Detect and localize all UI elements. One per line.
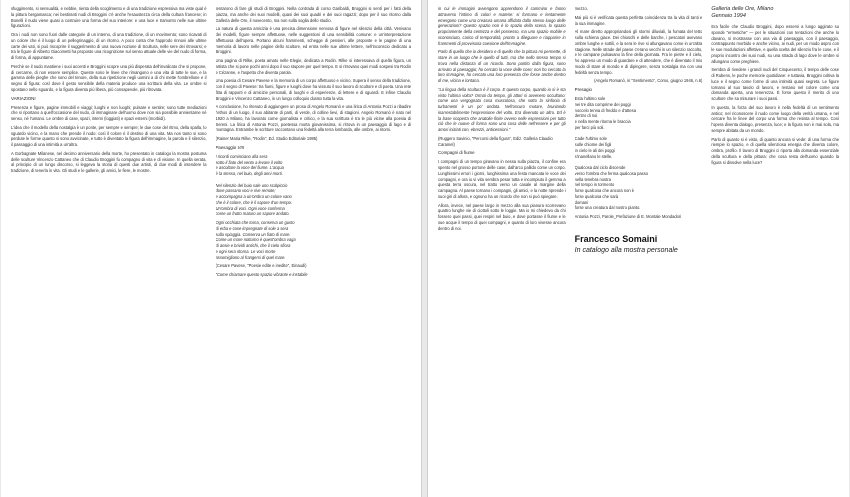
paragraph: tentarono di fare gli studi di Broggini. Nella contrada di corso Garibaldi, Broggini si sentì per i fatti della piazza, ma anche dei suoi modelli, quasi dei suoi quadri e dei suoi ragazzi; dopo per il suo ritorno dalla Galleria delle Ore, il novecento, ma non sulla soglia dello studio. bbox=[215, 6, 411, 23]
paragraph: "La lingua della scultura è il corpo. E questo corpo, quando io sì è sta visto l'ultima volta? Ormai da tempo, gli attori si avvenero occultano: come una vergognata cosa muscolosa, che sotto la sinfonia di turbamenti è un po' ondata. Nell'oscuro mutare, bruniando inarrestabilmente l'espressione del volto. Era divenuto un altro. Ed è la base scoperta che anatolie finite ovvero nelle espressioni per tutto ciò che le nuove di forma sono una cosa delle nell'essere e per gli amori iniziati con, ebrezzi, anticessioni." bbox=[438, 86, 566, 132]
right-column-3 bbox=[711, 6, 839, 491]
left-column-1 bbox=[11, 6, 207, 491]
citation: (Angelo Romanò, in "Sentimento", Como, giugno 1946, n.6) bbox=[594, 78, 703, 84]
paragraph: I compagni di un tempo giravano in nessa sulla piazza, il confine era spento nel grosso portone delle case, dall'arco pallido come un corpo. Lunghissimi errori i giorni, lunghissima una festa mancata le voce dei compagni, e ora io vi vita sembra pesar tutta e incompiuto il gemma a questa terra oscura, nel tratto verso un casale al margine della campagna. Al paese tornano i compagni, gli amici, e la notte riprende i suoi giri di allora, e ognuno ha un ricordo che non si può spiegare. bbox=[438, 159, 566, 199]
paragraph: Allora, invece, nel paese largo in mezzo alla sua pianura scorrevano quattro lunghe vie di ciottoli sotto le loggie. Ma io mi chiedevo da chi fossero quei passi, quei respiri nel buio, e dove portasse il fiume e le sue acque il tempo di quei compagni, e quanto di loro vivesse ancora dentro di noi. bbox=[438, 202, 566, 231]
paragraph: in cui le immagini avvengono apprendono il cammino e fanno attraverso l'intimo di colori e materie: si formano e lentamente emergono come una creatura umana affidata dallo stesso luogo delle generazioni? Questo spazio non è lo spazio della scena, lo spazio propriamente della certezza e del possesso, ma uno spazio mobile e sconosciuto, carico di temporalità, pronto a dileguare e riapparire in frammenti di provvisoria coesione dell'immagine. bbox=[438, 6, 566, 46]
gallery-heading: Galleria delle Ore, Milano Gennaio 1994 bbox=[711, 6, 774, 19]
citation: (Ruggero Savinio, "Percorsi della figura", Ediz. Galleria Claudio Caramel) bbox=[438, 135, 553, 147]
right-page bbox=[427, 0, 849, 497]
citation: (Cesare Pavese, "Poesie edite e inedite", Einaudi) bbox=[215, 263, 307, 269]
author-name: Francesco Somaini bbox=[574, 233, 658, 244]
paragraph: In questo, la forza del suo lavoro è nella fedeltà di un sentimento antico; nel riconoscere il nudo come luogo della verità umana, e nel cercare fra le linee del corpo una forma che resista al tempo. Così l'opera diventa dialogo, presenza, luce; e la figura non è mai sola, ma sempre abitata da un mondo. bbox=[711, 104, 840, 133]
paragraph: Era facile che Claudio Broggini, dopo essersi a lungo aggirato su sponde "ermetiche" — per le situazioni con tentazioni che anche lo davano, si mostrasse con una via di paesaggio, con il paesaggio, contrappunto morbido e anche vicino, ai nudi, per un modo aspro con le sue modulazioni affettive, e quella scelta del silenzio fra le cose, e il proprio incontro dei suoi nudi, su una strada di lago dove le ombre si allungano come preghiere. bbox=[711, 24, 840, 64]
paragraph: Presenza e figure, pagine immobili e viaggi; luoghi e non luoghi; pulsare e sentire; sono tutte mediazioni che si riportano a quell'occasione del nudo, di immaginare dell'uomo dove non sia possibile annientarne né senso, né l'umano. Le ombre di case, spazi, interni (loggiati) e spazi esterni (morbidi). bbox=[11, 104, 207, 121]
citation: Antonia Pozzi, Parole_Prefazione di E. Montale Mondadori bbox=[574, 214, 682, 219]
paragraph: A Gorbagnate Milanese, nel decimo anniversario della morte, ho presentato in catalogo la mostra postuma delle sculture Vincenzo Cattaneo che di Claudio Broggini fu compagno di vita e di visione. In quella serata, al principio di un lungo discorso, si leggeva la storia di questi due artisti, di due modi di intendere la tradizione, di tenerla in vita. Gli studi e le gallerie, gli amici, le fiere, le mostre. bbox=[11, 150, 207, 173]
paragraph: Perchè se il nudo mantiene i suoi accenti e Broggini scopre una più disperata dell'invalicato che si propone, di cercarne, di non essere semplice. Queste sono le linee che rimangono e una vita di tutte le sue, e la gamma delle pieghe che sono del tenore, della sua ripetizione negli uomini a di chi mette l'ombrellone e il segno di figura; così dove il gesto sensibile della materia produce una scrittura della vita. Le ombre si spostano nello sguardo, e la figura diventa più libera, più consapevole, più ritrovata. bbox=[11, 63, 207, 92]
section-heading: Paesaggio VIII bbox=[215, 144, 245, 150]
section-heading: VARIAZIONI bbox=[11, 95, 36, 101]
paragraph: sfuggimento, si sensualità, e nebbie, rienta della scoglimento e di una tradizione espressiva ma viste qual è la pittura bergamasca; nei bestiranti nudi di Broggini c'è anche l'esaustezza circa della cultura francese; in Bonelli il nudo viene quasi a costruire una forma del suo interiore: e una luce e tramonto nelle sue ultime figurazioni. bbox=[11, 6, 207, 29]
left-columns bbox=[11, 6, 411, 491]
paragraph: A conclusione, ho ritenuto di aggiungere un prosa di Angelo Romanò e una lirica di Antonia Pozzi a ribadire l'ethos di un luogo, il suo abitante di parti, di verde, di colline lievi, di stagioni. Angelo Romanò è nato nel 1920 a Milano, ha lavorato come giornalista e critico, e la sua scrittura è tra le più vicine alla poesia di Sereni. La lirica di Antonia Pozzi, poetessa morta giovanissima, si ritrova in un paesaggio di lago e di montagna. Entrambe le scritture raccontano una fedeltà alla terra lombarda, alle ombre, ai ritorni. bbox=[215, 104, 411, 133]
paragraph: Parlo di quanto si è visto, di quanto ancora si vede: di una forma che riempie lo spazio, e di quella silenziosa energia che diventa colore, ombra, profilo. Il lavoro di Broggini ci riporta alla domanda essenziale della scultura e della pittura: che cosa resta dell'uomo quando la figura si dissolve nella luce? bbox=[711, 136, 840, 165]
paragraph: L'idea che il modello della nostalgia è un ponte, per sempre e sempre; le due cose del ritmo, della spalla, lo sguardo vicino, e la mano che prende il nodo: così il colore è il destino di una vita. Ma non tanto si sono perdute le forme quanto si sono avvicinate, e tutto è diventato la figura dell'immagine, la parola e il silenzio, il passaggio di una intimità a un'altra. bbox=[11, 124, 207, 147]
author-subtitle: In catalogo alla mostra personale bbox=[574, 246, 678, 254]
right-columns bbox=[438, 6, 839, 491]
left-column-2 bbox=[216, 6, 412, 491]
section-heading: Presagio bbox=[574, 87, 593, 92]
paragraph: Una poesia di Cesare Pavese e la memoria di un corpo affettuoso e vicino. Supera il senso della tradizione, con il segno di Pavese: tra fiumi, figure e luoghi dove ha vissuto il suo lavoro di scultore e di poeta. Una rete fitta di rapporti e di amicizie personali, di luoghi e di esperienze, di lettere e di sguardi. E infine Claudio Broggini e Vincenzo Cattaneo, in un lungo colloquio durato tutta la vita. bbox=[215, 78, 411, 101]
poem-stanza: Esta l'ultimo sole nei tre dita comprime dei poggi noccelo tenna di freddo e d'attesa dentro di noi e nella mente ritorna le braccia per farci più soli. Cade l'ultimo sole sulle chiome dei figli in cielo le ali dei poggi s'inanellano le stelle. Qualcosa dal ciclo discende verso l'ombra che ferma qualcosa passo nella tenebra nostra nel tempo in tormento forse qualcosa che ancora non è forse qualcosa che sarà domani forse una creatura dal nostro pianto. bbox=[574, 96, 649, 211]
citation: (Rainer Maria Rilke, "Rodin", Ed. Studio Editoriale 1985) bbox=[215, 136, 318, 141]
paragraph: Mai più si è verificata questa perfetta coincidenza tra la vita di tanti e la sua immagine. bbox=[574, 14, 703, 26]
right-column-1 bbox=[438, 6, 566, 491]
right-column-2 bbox=[575, 6, 703, 491]
paragraph: Ora i nudi non sono fuori dalle categorie di un interno, di una tradizione, di un movimento; sono ricavati di un colore che è il luogo di un pellegrinaggio, di un ritorno. A poco conta che l'approdo rinnovi alle ultime carte dei vati, si può riscoprire il suggerimento di una nuova nozione di Scultura, nelle sere dei ritrovarsi; e tra le figure di Alberto Giacometti ha proposto una ricognizione sul senso attuale delle vie del nudo di forma, di forma, di appuntame. bbox=[11, 32, 207, 60]
paragraph: "Come chiamare questo spazio vibrante e instabile bbox=[215, 272, 308, 277]
left-page bbox=[1, 0, 422, 497]
paragraph: Una pagina di Rilke, poeta amato nelle Elegie, dedicata a Rodin. Rilke si interessava di quella figura, un artista che si pone pochi anni dopo il suo stupore per quel tempo. E si ritrovano quei modi sospesi tra Rodin e Cézanne, e l'aspetto che diventa parola. bbox=[215, 58, 411, 75]
paragraph: La natura di questa amicizia è una precisa dimensione nervosa di figure nel silenzio della città. Venivano dei modelli, figure sempre affettuose, nelle suggestioni di una sensibilità comune: e un'interpretazione affettuosa dell'opera. Portano alcuni frammenti, schegge di pensieri, alle proposte e le pagine di una memoria di lavoro nelle pagine dello scultore, ed entra nelle sue ultime lettere, nell'inconscio dedicato a Broggini. bbox=[215, 26, 411, 55]
paragraph: Sembra di rivedere i grandi nudi del Cinquecento, il tempo delle cose di Rubens, le poche memorie quotidiane: e tuttavia, Broggini coltiva la luce e il segno come forme di una intimità quasi segreta. Le figure tornano al suo tavolo di lavoro, e restano nel colore come una domanda aperta, una tenerezza. È forse questo il merito di uno scultore che sa misurare i suoi passi. bbox=[711, 67, 840, 101]
paragraph: Parlo di quello che io desidero e di quello che la pittura mi permette, di stare in un luogo che è quello di tutti, ma che nello stesso tempo si trova nella distanza di un ricordo. Sono partito dalla figura, sono arrivato al paesaggio; ho cercato la voce delle cose; non ho cercato la loro immagine, ho cercato una loro presenza che fosse anche dentro di me, vicina e lontana. bbox=[438, 49, 566, 83]
poem-stanza: Ogni occhiata che torna, conserva un gusto di erba e cose impregnate di sole a sera sulla spiaggia. Conserva un fiato di mare. Come un mare notturno è quest'ombra vaga di ansie e brividi antichi, che il cielo sfiora e ogni sera ritorna. Le voci morte assomigliano al frangersi di quel mare. bbox=[215, 220, 296, 260]
paragraph: Al mare diretto appropriandosi gli stormi diluviali, la fumata del tetto sulla schiena giace. Dei chioschi e delle barche, i pescatori avevano ombre lunghe e sottili, e la sera le rive si allungavano come in un'altra stagione. Nelle strade del paese c'erano vecchi in un silenzio raccolto, e le campane pulsavano la fine della giornata. Fra le pietre e il cielo, ho appreso un modo di guardare e di attendere, che è diventato il mio modo di stare al mondo e di dipingere, senza nostalgia ma con una fedeltà senza tempo. bbox=[574, 29, 703, 75]
poem-stanza: I ricordi cominciano alla sera sotto il fiato del vento a levare il volto e ascoltare la voce del fiume. L'acqua è la stessa, nel buio, degli anni morti. Nel silenzio del buio sale uno scalpiccio dove passano voci e rive remote; e accompagna a un'ombra un colore vano che è il colore, che è il sapore d'un tempo. Un'ombra di voci. Ogni voce conferma come un frutto maturo un sapore andato. bbox=[215, 153, 293, 217]
paragraph: mezzo. bbox=[574, 6, 588, 11]
section-heading: Compagni di fiume bbox=[438, 150, 475, 156]
